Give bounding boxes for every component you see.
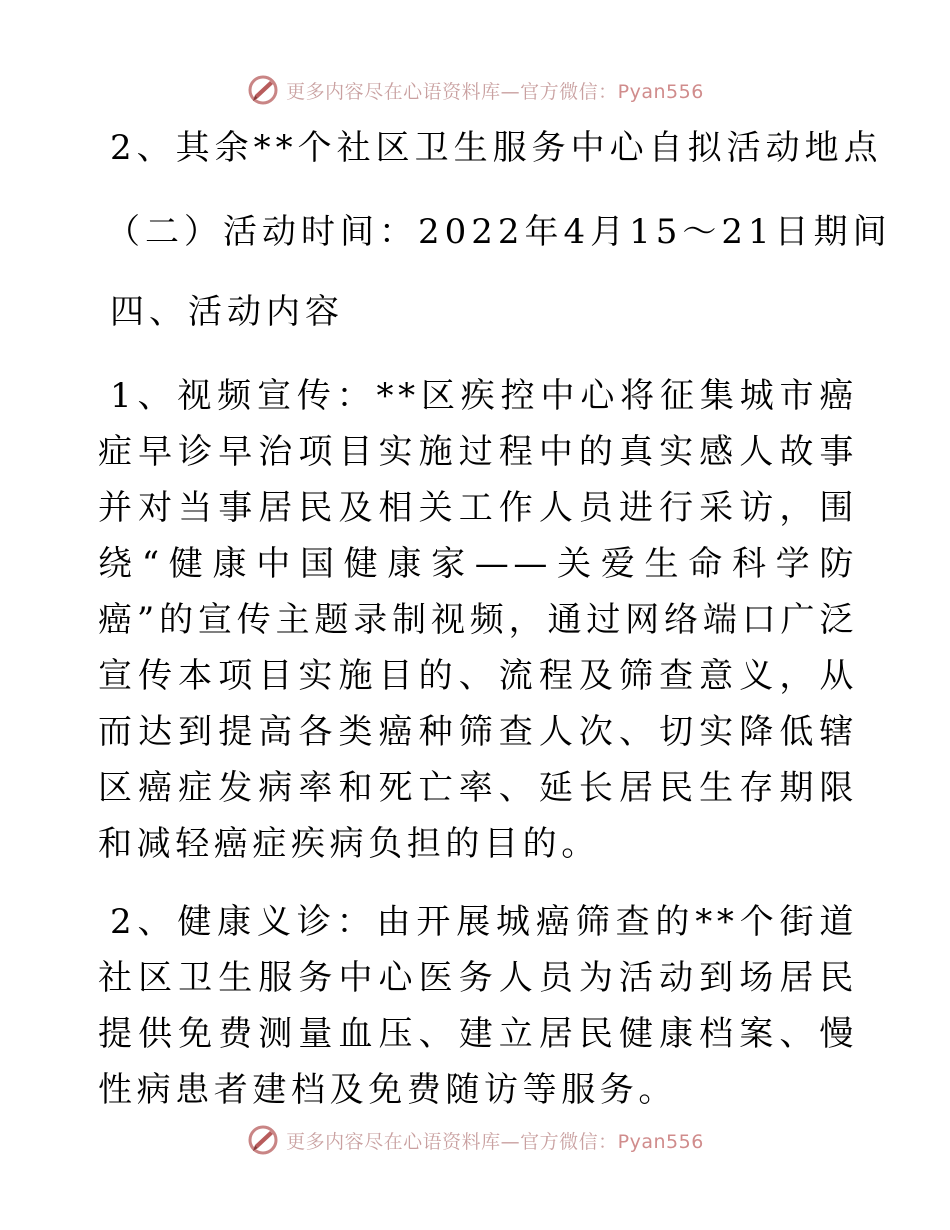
watermark-wechat-id: Pyan556 [617, 1130, 704, 1153]
watermark-text-cn: 更多内容尽在心语资料库—官方微信： [286, 80, 618, 103]
line-activity-time: （二）活动时间：2022年4月15～21日期间 [106, 212, 892, 252]
line-venue: 2、其余**个社区卫生服务中心自拟活动地点 [110, 128, 883, 168]
paragraph-video-promotion: 1、视频宣传：**区疾控中心将征集城市癌症早诊早治项目实施过程中的真实感人故事并对当事居民及相关工作人员进行采访，围绕“健康中国健康家——关爱生命科学防癌”的宣传主题录制视频，通过网络端口广泛宣传本项目实施目的、流程及筛查意义，从而达到提高各类癌种筛查人次、切实降低辖区癌症发病率和死亡率、延长居民生存期限和减轻癌症疾病负担的目的。 [98, 376, 858, 864]
pen-logo-icon [246, 1123, 280, 1157]
watermark-text [286, 1127, 704, 1154]
paragraph-health-clinic: 2、健康义诊：由开展城癌筛查的**个街道社区卫生服务中心医务人员为活动到场居民提供免费测量血压、建立居民健康档案、慢性病患者建档及免费随访等服务。 [98, 902, 858, 1110]
header-watermark [0, 70, 950, 110]
watermark-wechat-id: Pyan556 [617, 80, 704, 103]
pen-logo-icon [246, 73, 280, 107]
section-heading: 四、活动内容 [110, 292, 344, 332]
footer-watermark [0, 1120, 950, 1160]
watermark-text [286, 77, 704, 104]
watermark-text-cn: 更多内容尽在心语资料库—官方微信： [286, 1130, 618, 1153]
document-body [98, 120, 892, 1118]
